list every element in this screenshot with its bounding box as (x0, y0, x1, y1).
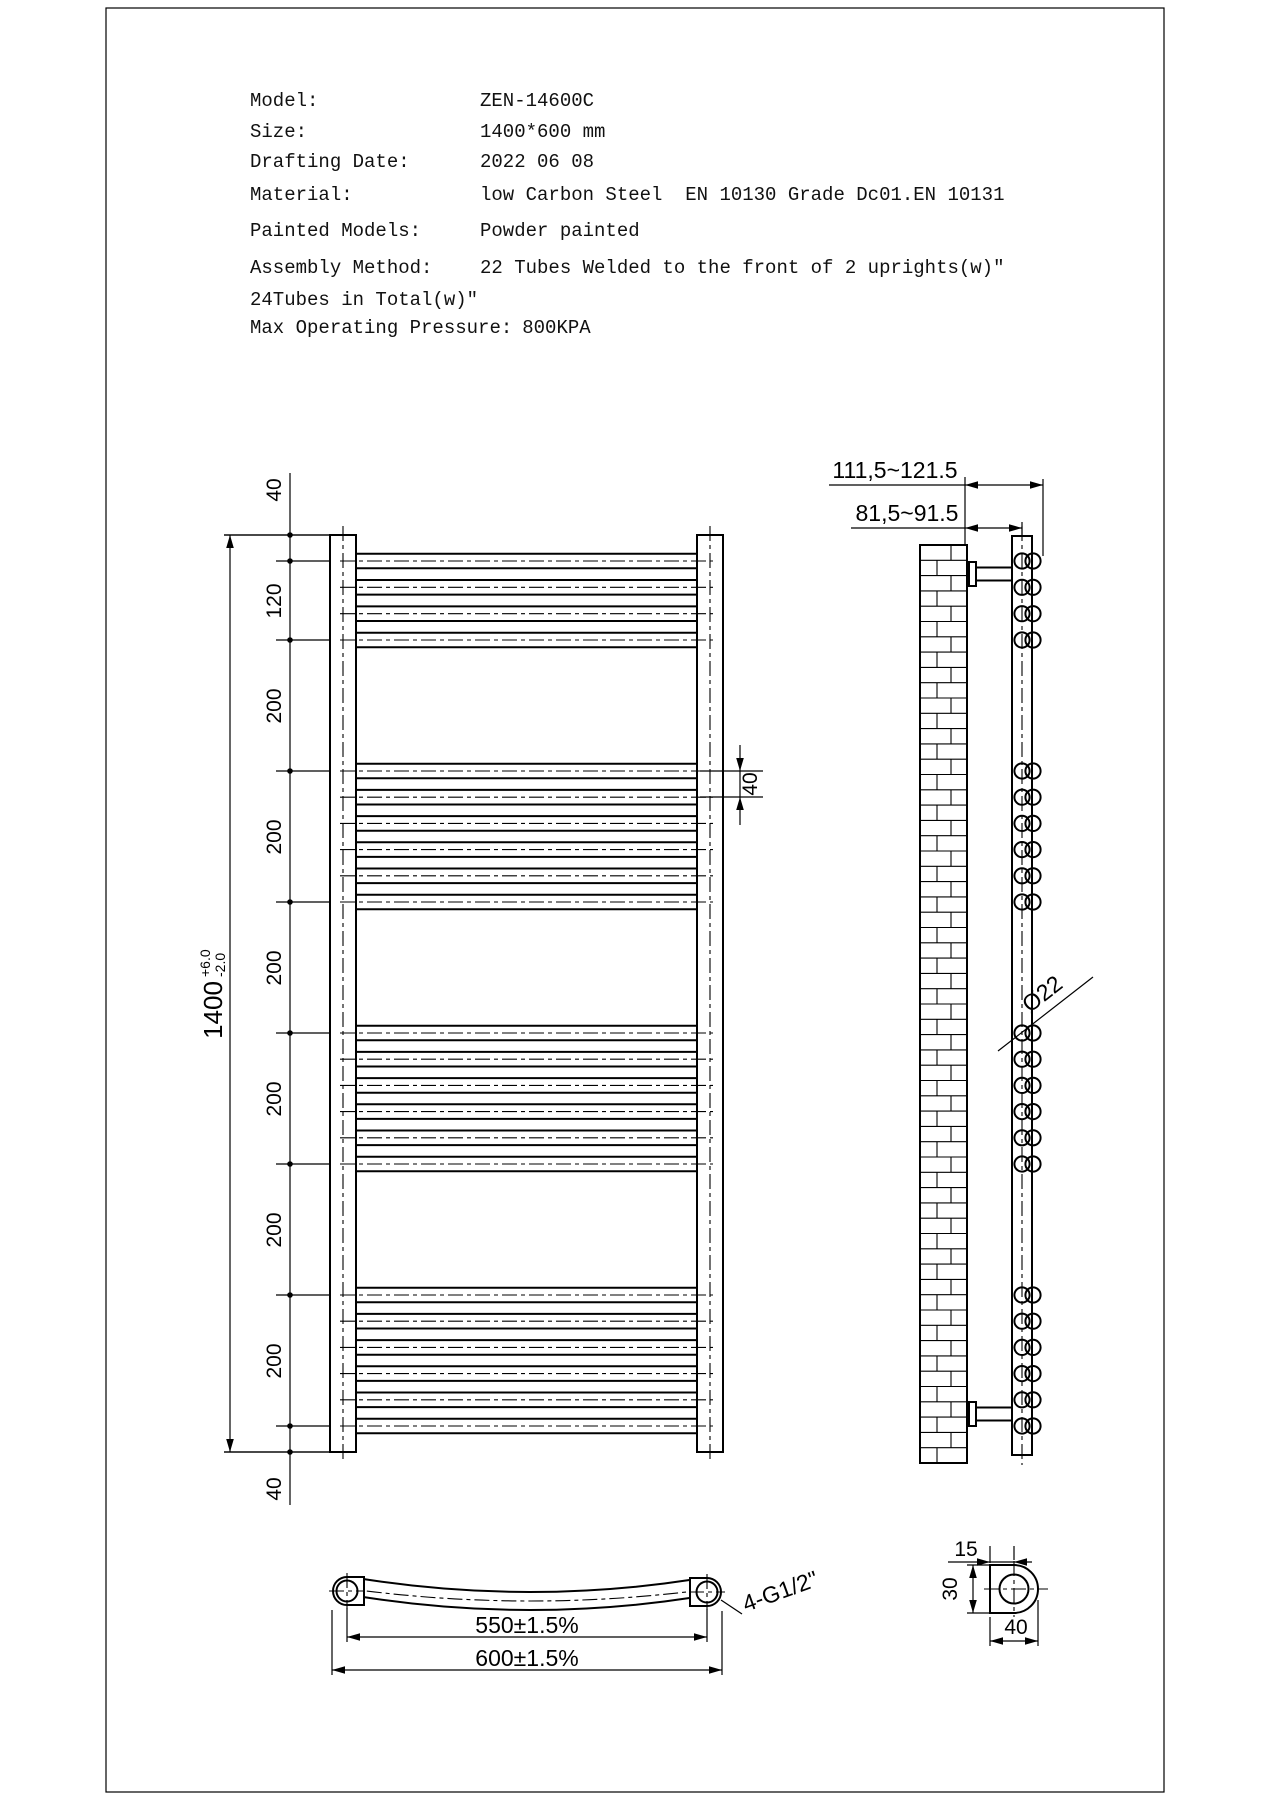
dim-section-width: 40 (1004, 1616, 1028, 1639)
side-view-dimensions (829, 457, 1093, 1051)
arrowhead (347, 1633, 360, 1641)
arrowhead (965, 524, 978, 532)
arrowhead (332, 1666, 345, 1674)
arrowhead (736, 758, 744, 771)
fitting-leader-line (721, 1600, 742, 1614)
spec-label: Painted Models: (250, 220, 422, 242)
arrowhead (1030, 481, 1043, 489)
dim-top-margin: 40 (263, 478, 286, 502)
dim-tolerance-plus: +6.0 (197, 949, 213, 977)
spec-value: Powder painted (480, 220, 640, 242)
arrowhead (694, 1633, 707, 1641)
rail-top-edge (360, 1579, 693, 1593)
spec-label: Material: (250, 184, 353, 206)
arrowhead (709, 1666, 722, 1674)
spec-label: Drafting Date: (250, 151, 410, 173)
spec-label: 24Tubes in Total(w)″ (250, 289, 479, 311)
sheet-border (106, 8, 1164, 1792)
spec-value: 22 Tubes Welded to the front of 2 uprights(w)″ (480, 257, 1005, 279)
dim-fittings: 4-G1/2" (738, 1565, 822, 1617)
arrowhead (1009, 524, 1022, 532)
spec-label: Max Operating Pressure: (250, 317, 513, 339)
dim-section: 200 (263, 819, 286, 855)
dim-wall-to-upright: 81,5~91.5 (855, 500, 959, 526)
dim-tube-pitch: 40 (739, 772, 762, 796)
overall-height-label (197, 949, 228, 1039)
spec-value: ZEN-14600C (480, 90, 595, 112)
spec-label: Assembly Method: (250, 257, 433, 279)
spec-value: low Carbon Steel EN 10130 Grade Dc01.EN 10131 (480, 184, 1005, 206)
dim-tapping-centres: 550±1.5% (475, 1612, 579, 1638)
dim-section: 200 (263, 950, 286, 986)
spec-value: 1400*600 mm (480, 121, 606, 143)
plan-view (329, 1565, 821, 1675)
arrowhead (969, 1565, 977, 1578)
dim-wall-to-tube-front: 111,5~121.5 (832, 457, 958, 483)
bracket-flange (969, 562, 976, 586)
spec-label: Size: (250, 121, 308, 143)
rail-centerline (340, 1588, 714, 1602)
dim-first-group: 120 (263, 583, 286, 619)
dim-tolerance-minus: -2.0 (212, 952, 228, 977)
bracket-flange (969, 1402, 976, 1426)
front-view (224, 526, 723, 1461)
spec-value: 800KPA (522, 317, 591, 339)
arrowhead (969, 1600, 977, 1613)
dim-section: 200 (263, 1081, 286, 1117)
spec-label: Model: (250, 90, 319, 112)
dim-tube-diameter: Ø22 (1016, 970, 1068, 1018)
rail-bottom-edge (360, 1597, 693, 1611)
upright-section-detail (939, 1538, 1048, 1646)
arrowhead (990, 1637, 1003, 1645)
dim-section-height: 30 (939, 1577, 962, 1601)
dim-section: 200 (263, 688, 286, 724)
dim-section: 200 (263, 1343, 286, 1379)
spec-value: 2022 06 08 (480, 151, 595, 173)
front-view-dimensions (197, 473, 763, 1505)
dim-1400: 1400 (198, 981, 228, 1039)
dim-edge-to-hole: 15 (954, 1538, 978, 1561)
arrowhead (736, 797, 744, 810)
dim-section: 200 (263, 1212, 286, 1248)
arrowhead (226, 535, 234, 548)
dim-bottom-margin: 40 (263, 1477, 286, 1501)
arrowhead (226, 1439, 234, 1452)
dim-overall-width: 600±1.5% (475, 1645, 579, 1671)
arrowhead (965, 481, 978, 489)
